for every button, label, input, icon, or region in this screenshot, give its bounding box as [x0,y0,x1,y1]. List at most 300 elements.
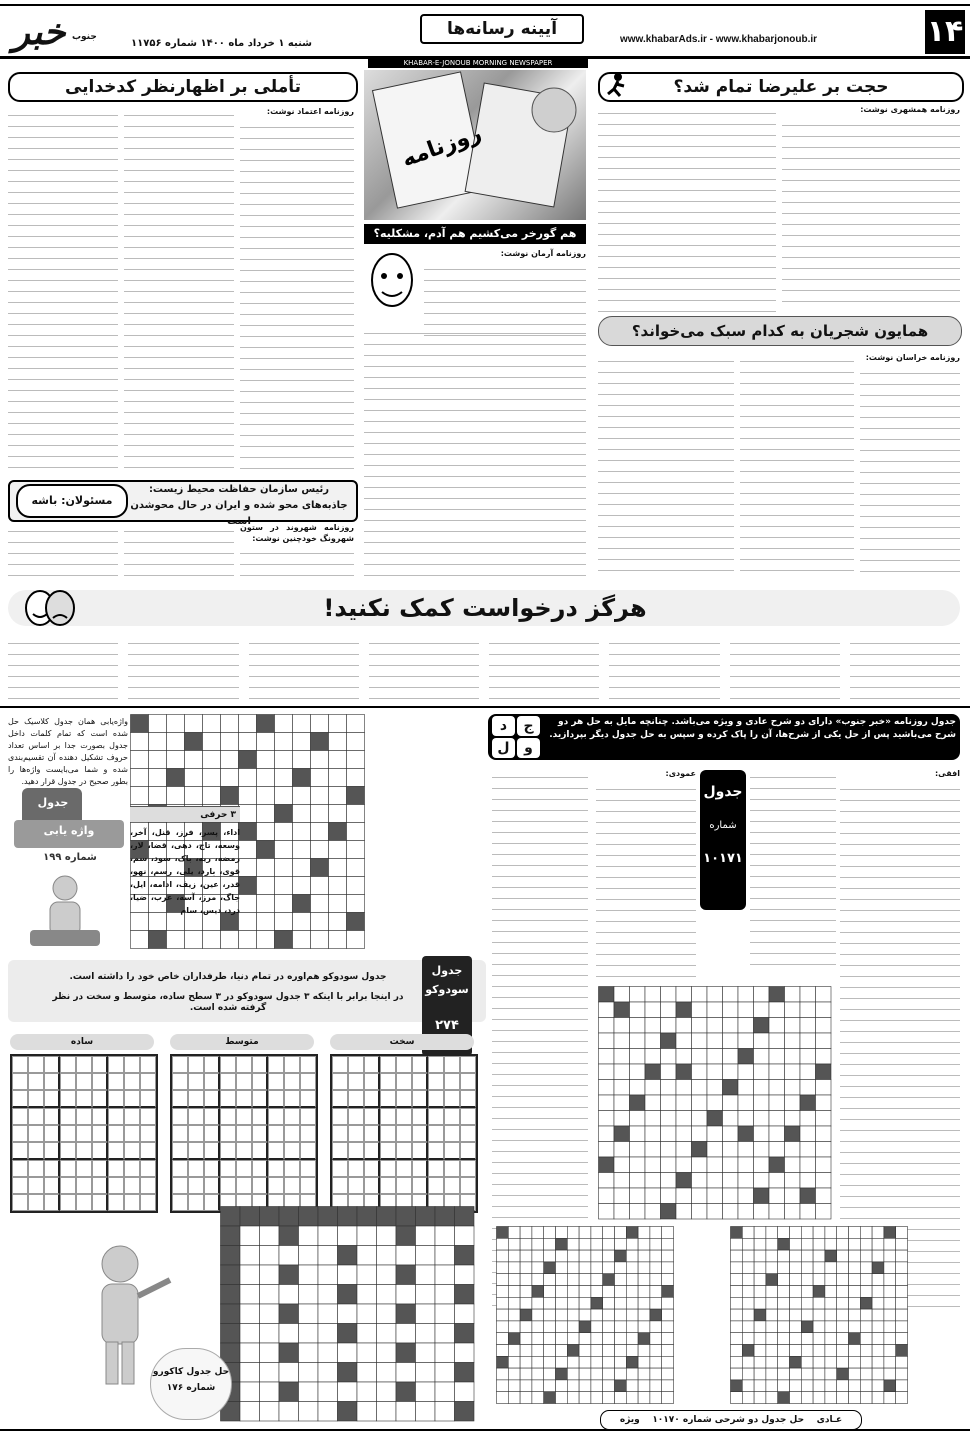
crossword-cell[interactable] [816,1204,832,1220]
crossword-cell[interactable] [769,1002,785,1018]
sudoku-cell[interactable] [332,1073,348,1090]
solution-cell[interactable] [603,1238,615,1250]
solution-cell[interactable] [896,1368,908,1380]
crossword-cell[interactable] [614,1033,630,1049]
solution-cell[interactable] [567,1297,579,1309]
solution-cell[interactable] [825,1250,837,1262]
solution-cell[interactable] [626,1262,638,1274]
sudoku-cell[interactable] [460,1073,476,1090]
sudoku-cell[interactable] [380,1177,396,1194]
sudoku-cell[interactable] [220,1125,236,1142]
solution-cell[interactable] [731,1356,743,1368]
crossword-cell[interactable] [816,1080,832,1096]
word-cell[interactable] [239,751,257,769]
solution-cell[interactable] [790,1297,802,1309]
kakuro-cell[interactable] [279,1226,299,1246]
solution-cell[interactable] [520,1297,532,1309]
solution-cell[interactable] [872,1333,884,1345]
kakuro-cell[interactable] [396,1382,416,1402]
kakuro-cell[interactable] [299,1324,319,1344]
crossword-cell[interactable] [614,1064,630,1080]
solution-cell[interactable] [615,1321,627,1333]
solution-cell[interactable] [860,1262,872,1274]
sudoku-cell[interactable] [44,1125,60,1142]
solution-cell[interactable] [591,1286,603,1298]
solution-cell[interactable] [650,1238,662,1250]
solution-cell[interactable] [801,1297,813,1309]
sudoku-cell[interactable] [428,1108,444,1125]
sudoku-cell[interactable] [396,1160,412,1177]
crossword-cell[interactable] [707,1049,723,1065]
solution-cell[interactable] [766,1286,778,1298]
sudoku-cell[interactable] [124,1090,140,1108]
solution-cell[interactable] [801,1238,813,1250]
kakuro-cell[interactable] [240,1226,260,1246]
crossword-cell[interactable] [816,1188,832,1204]
solution-cell[interactable] [520,1392,532,1404]
sudoku-cell[interactable] [172,1194,188,1211]
solution-cell[interactable] [650,1250,662,1262]
solution-cell[interactable] [520,1274,532,1286]
sudoku-cell[interactable] [300,1056,316,1073]
solution-cell[interactable] [872,1356,884,1368]
word-cell[interactable] [239,877,257,895]
solution-cell[interactable] [591,1262,603,1274]
solution-cell[interactable] [896,1333,908,1345]
crossword-cell[interactable] [769,1204,785,1220]
solution-cell[interactable] [884,1380,896,1392]
crossword-cell[interactable] [599,1080,615,1096]
sudoku-cell[interactable] [108,1160,124,1177]
sudoku-cell[interactable] [268,1090,284,1108]
crossword-cell[interactable] [785,1002,801,1018]
solution-cell[interactable] [872,1392,884,1404]
sudoku-cell[interactable] [28,1177,44,1194]
sudoku-cell[interactable] [444,1073,460,1090]
kakuro-cell[interactable] [221,1226,241,1246]
sudoku-cell[interactable] [188,1142,204,1160]
solution-cell[interactable] [731,1250,743,1262]
solution-cell[interactable] [650,1392,662,1404]
crossword-cell[interactable] [692,1204,708,1220]
sudoku-cell[interactable] [364,1073,380,1090]
solution-cell[interactable] [662,1262,674,1274]
solution-cell[interactable] [742,1380,754,1392]
kakuro-cell[interactable] [435,1226,455,1246]
kakuro-cell[interactable] [396,1226,416,1246]
word-cell[interactable] [347,823,365,841]
solution-cell[interactable] [872,1250,884,1262]
sudoku-cell[interactable] [396,1090,412,1108]
solution-cell[interactable] [497,1309,509,1321]
sudoku-cell[interactable] [284,1142,300,1160]
word-cell[interactable] [131,733,149,751]
crossword-cell[interactable] [785,1157,801,1173]
crossword-cell[interactable] [599,1188,615,1204]
sudoku-cell[interactable] [412,1177,428,1194]
crossword-cell[interactable] [630,987,646,1003]
crossword-cell[interactable] [599,1126,615,1142]
kakuro-cell[interactable] [396,1285,416,1305]
kakuro-cell[interactable] [318,1382,338,1402]
solution-cell[interactable] [497,1274,509,1286]
solution-cell[interactable] [849,1368,861,1380]
sudoku-cell[interactable] [460,1056,476,1073]
solution-cell[interactable] [884,1238,896,1250]
kakuro-cell[interactable] [377,1382,397,1402]
solution-cell[interactable] [603,1368,615,1380]
sudoku-cell[interactable] [220,1177,236,1194]
solution-cell[interactable] [742,1309,754,1321]
solution-cell[interactable] [615,1380,627,1392]
solution-cell[interactable] [837,1356,849,1368]
word-cell[interactable] [329,841,347,859]
word-cell[interactable] [203,931,221,949]
sudoku-cell[interactable] [268,1160,284,1177]
crossword-cell[interactable] [614,1173,630,1189]
kakuro-cell[interactable] [435,1285,455,1305]
kakuro-cell[interactable] [240,1246,260,1266]
solution-cell[interactable] [849,1333,861,1345]
crossword-cell[interactable] [723,1173,739,1189]
solution-cell[interactable] [508,1286,520,1298]
word-cell[interactable] [293,931,311,949]
solution-cell[interactable] [801,1274,813,1286]
kakuro-cell[interactable] [357,1402,377,1422]
solution-cell[interactable] [754,1356,766,1368]
solution-cell[interactable] [860,1392,872,1404]
crossword-cell[interactable] [785,1142,801,1158]
solution-cell[interactable] [837,1321,849,1333]
word-cell[interactable] [293,751,311,769]
sudoku-cell[interactable] [348,1160,364,1177]
crossword-cell[interactable] [614,1002,630,1018]
solution-cell[interactable] [532,1333,544,1345]
crossword-cell[interactable] [769,1111,785,1127]
sudoku-cell[interactable] [60,1194,76,1211]
solution-cell[interactable] [520,1356,532,1368]
kakuro-cell[interactable] [396,1207,416,1227]
solution-cell[interactable] [860,1380,872,1392]
solution-cell[interactable] [603,1345,615,1357]
solution-cell[interactable] [615,1274,627,1286]
sudoku-cell[interactable] [252,1056,268,1073]
solution-cell[interactable] [731,1262,743,1274]
solution-cell[interactable] [801,1392,813,1404]
solution-cell[interactable] [849,1321,861,1333]
kakuro-cell[interactable] [416,1265,436,1285]
kakuro-cell[interactable] [279,1324,299,1344]
solution-cell[interactable] [778,1262,790,1274]
solution-cell[interactable] [650,1380,662,1392]
solution-cell[interactable] [556,1250,568,1262]
solution-cell[interactable] [884,1309,896,1321]
crossword-cell[interactable] [599,1157,615,1173]
sudoku-cell[interactable] [332,1108,348,1125]
kakuro-cell[interactable] [338,1265,358,1285]
crossword-cell[interactable] [692,1080,708,1096]
crossword-cell[interactable] [738,1049,754,1065]
crossword-cell[interactable] [754,1049,770,1065]
crossword-cell[interactable] [645,1173,661,1189]
solution-cell[interactable] [497,1250,509,1262]
solution-cell[interactable] [849,1297,861,1309]
crossword-cell[interactable] [676,1157,692,1173]
sudoku-cell[interactable] [76,1160,92,1177]
word-cell[interactable] [275,895,293,913]
kakuro-cell[interactable] [396,1363,416,1383]
word-cell[interactable] [167,751,185,769]
solution-cell[interactable] [825,1297,837,1309]
solution-cell[interactable] [544,1321,556,1333]
solution-cell[interactable] [497,1286,509,1298]
sudoku-cell[interactable] [268,1073,284,1090]
solution-cell[interactable] [591,1368,603,1380]
kakuro-cell[interactable] [396,1324,416,1344]
sudoku-cell[interactable] [364,1160,380,1177]
solution-cell[interactable] [662,1345,674,1357]
solution-cell[interactable] [825,1380,837,1392]
crossword-cell[interactable] [769,1095,785,1111]
sudoku-cell[interactable] [444,1142,460,1160]
sudoku-cell[interactable] [236,1108,252,1125]
kakuro-cell[interactable] [377,1363,397,1383]
crossword-cell[interactable] [707,1033,723,1049]
solution-cell[interactable] [778,1227,790,1239]
solution-cell[interactable] [603,1392,615,1404]
solution-cell[interactable] [579,1380,591,1392]
sudoku-cell[interactable] [428,1177,444,1194]
sudoku-cell[interactable] [236,1090,252,1108]
solution-cell[interactable] [813,1238,825,1250]
sudoku-cell[interactable] [76,1056,92,1073]
kakuro-cell[interactable] [299,1343,319,1363]
solution-cell[interactable] [742,1286,754,1298]
solution-cell[interactable] [837,1286,849,1298]
crossword-cell[interactable] [692,1173,708,1189]
crossword-cell[interactable] [754,1064,770,1080]
word-cell[interactable] [131,931,149,949]
crossword-cell[interactable] [692,1049,708,1065]
solution-cell[interactable] [766,1238,778,1250]
solution-cell[interactable] [896,1227,908,1239]
word-cell[interactable] [239,715,257,733]
kakuro-cell[interactable] [357,1382,377,1402]
sudoku-cell[interactable] [140,1073,156,1090]
solution-cell[interactable] [579,1321,591,1333]
kakuro-cell[interactable] [416,1246,436,1266]
solution-cell[interactable] [638,1274,650,1286]
sudoku-cell[interactable] [348,1177,364,1194]
word-cell[interactable] [293,895,311,913]
sudoku-cell[interactable] [44,1142,60,1160]
kakuro-cell[interactable] [377,1402,397,1422]
crossword-cell[interactable] [692,1033,708,1049]
solution-cell[interactable] [638,1333,650,1345]
solution-cell[interactable] [497,1333,509,1345]
word-cell[interactable] [239,859,257,877]
crossword-cell[interactable] [738,1080,754,1096]
sudoku-cell[interactable] [124,1194,140,1211]
word-cell[interactable] [275,769,293,787]
solution-cell[interactable] [801,1380,813,1392]
word-cell[interactable] [149,733,167,751]
solution-cell[interactable] [638,1250,650,1262]
solution-cell[interactable] [603,1297,615,1309]
solution-cell[interactable] [825,1345,837,1357]
solution-cell[interactable] [532,1392,544,1404]
kakuro-cell[interactable] [455,1343,475,1363]
sudoku-cell[interactable] [92,1142,108,1160]
sudoku-cell[interactable] [60,1073,76,1090]
kakuro-cell[interactable] [377,1207,397,1227]
solution-cell[interactable] [896,1345,908,1357]
solution-cell[interactable] [532,1345,544,1357]
crossword-cell[interactable] [723,987,739,1003]
sudoku-cell[interactable] [460,1160,476,1177]
crossword-cell[interactable] [769,987,785,1003]
kakuro-cell[interactable] [377,1304,397,1324]
word-cell[interactable] [257,895,275,913]
solution-cell[interactable] [790,1309,802,1321]
kakuro-cell[interactable] [435,1207,455,1227]
solution-cell[interactable] [801,1356,813,1368]
solution-cell[interactable] [884,1392,896,1404]
solution-cell[interactable] [778,1274,790,1286]
sudoku-cell[interactable] [140,1194,156,1211]
solution-cell[interactable] [662,1297,674,1309]
solution-cell[interactable] [849,1345,861,1357]
solution-cell[interactable] [615,1250,627,1262]
sudoku-cell[interactable] [204,1090,220,1108]
kakuro-cell[interactable] [279,1207,299,1227]
crossword-cell[interactable] [800,1080,816,1096]
solution-cell[interactable] [626,1238,638,1250]
sudoku-cell[interactable] [252,1090,268,1108]
solution-cell[interactable] [801,1345,813,1357]
sudoku-cell[interactable] [60,1056,76,1073]
crossword-cell[interactable] [785,1080,801,1096]
kakuro-cell[interactable] [435,1402,455,1422]
crossword-cell[interactable] [676,1111,692,1127]
solution-cell[interactable] [766,1356,778,1368]
sudoku-cell[interactable] [92,1177,108,1194]
sudoku-hard[interactable] [330,1054,478,1213]
solution-cell[interactable] [778,1321,790,1333]
sudoku-cell[interactable] [444,1090,460,1108]
solution-cell[interactable] [626,1227,638,1239]
word-cell[interactable] [311,895,329,913]
kakuro-cell[interactable] [338,1226,358,1246]
word-cell[interactable] [275,913,293,931]
solution-cell[interactable] [860,1356,872,1368]
kakuro-cell[interactable] [260,1402,280,1422]
crossword-cell[interactable] [676,1002,692,1018]
word-cell[interactable] [347,787,365,805]
word-cell[interactable] [167,733,185,751]
crossword-cell[interactable] [800,1111,816,1127]
solution-cell[interactable] [801,1321,813,1333]
sudoku-cell[interactable] [348,1073,364,1090]
solution-cell[interactable] [801,1333,813,1345]
word-cell[interactable] [239,841,257,859]
sudoku-cell[interactable] [284,1177,300,1194]
crossword-cell[interactable] [723,1126,739,1142]
sudoku-cell[interactable] [428,1160,444,1177]
solution-cell[interactable] [603,1380,615,1392]
solution-cell[interactable] [766,1274,778,1286]
solution-cell[interactable] [754,1250,766,1262]
word-cell[interactable] [203,715,221,733]
solution-cell[interactable] [754,1392,766,1404]
crossword-cell[interactable] [676,1142,692,1158]
crossword-cell[interactable] [723,1095,739,1111]
solution-cell[interactable] [650,1262,662,1274]
word-cell[interactable] [311,769,329,787]
solution-cell[interactable] [813,1274,825,1286]
sudoku-cell[interactable] [204,1108,220,1125]
kakuro-cell[interactable] [416,1363,436,1383]
solution-cell[interactable] [884,1274,896,1286]
crossword-cell[interactable] [738,987,754,1003]
word-cell[interactable] [185,715,203,733]
solution-cell[interactable] [567,1286,579,1298]
sudoku-cell[interactable] [220,1160,236,1177]
solution-cell[interactable] [591,1356,603,1368]
solution-cell[interactable] [896,1392,908,1404]
solution-cell[interactable] [662,1380,674,1392]
word-cell[interactable] [185,787,203,805]
crossword-cell[interactable] [599,1111,615,1127]
crossword-cell[interactable] [630,1142,646,1158]
sudoku-cell[interactable] [172,1073,188,1090]
crossword-cell[interactable] [785,1033,801,1049]
solution-cell[interactable] [579,1309,591,1321]
sudoku-cell[interactable] [140,1108,156,1125]
solution-cell[interactable] [615,1286,627,1298]
solution-cell[interactable] [638,1262,650,1274]
sudoku-cell[interactable] [172,1177,188,1194]
sudoku-cell[interactable] [44,1073,60,1090]
crossword-cell[interactable] [614,1157,630,1173]
solution-cell[interactable] [567,1392,579,1404]
solution-cell[interactable] [497,1368,509,1380]
solution-cell[interactable] [532,1250,544,1262]
crossword-cell[interactable] [785,1126,801,1142]
word-cell[interactable] [347,841,365,859]
solution-cell[interactable] [579,1356,591,1368]
solution-cell[interactable] [556,1227,568,1239]
crossword-cell[interactable] [738,1126,754,1142]
crossword-cell[interactable] [645,1080,661,1096]
solution-cell[interactable] [638,1238,650,1250]
crossword-cell[interactable] [661,1188,677,1204]
word-cell[interactable] [329,751,347,769]
sudoku-cell[interactable] [300,1160,316,1177]
solution-cell[interactable] [837,1262,849,1274]
crossword-cell[interactable] [676,1080,692,1096]
crossword-cell[interactable] [661,1033,677,1049]
word-cell[interactable] [311,841,329,859]
kakuro-cell[interactable] [455,1363,475,1383]
word-cell[interactable] [185,751,203,769]
solution-cell[interactable] [778,1250,790,1262]
crossword-cell[interactable] [645,1033,661,1049]
solution-cell[interactable] [778,1286,790,1298]
sudoku-cell[interactable] [252,1160,268,1177]
solution-cell[interactable] [603,1286,615,1298]
crossword-cell[interactable] [769,1126,785,1142]
